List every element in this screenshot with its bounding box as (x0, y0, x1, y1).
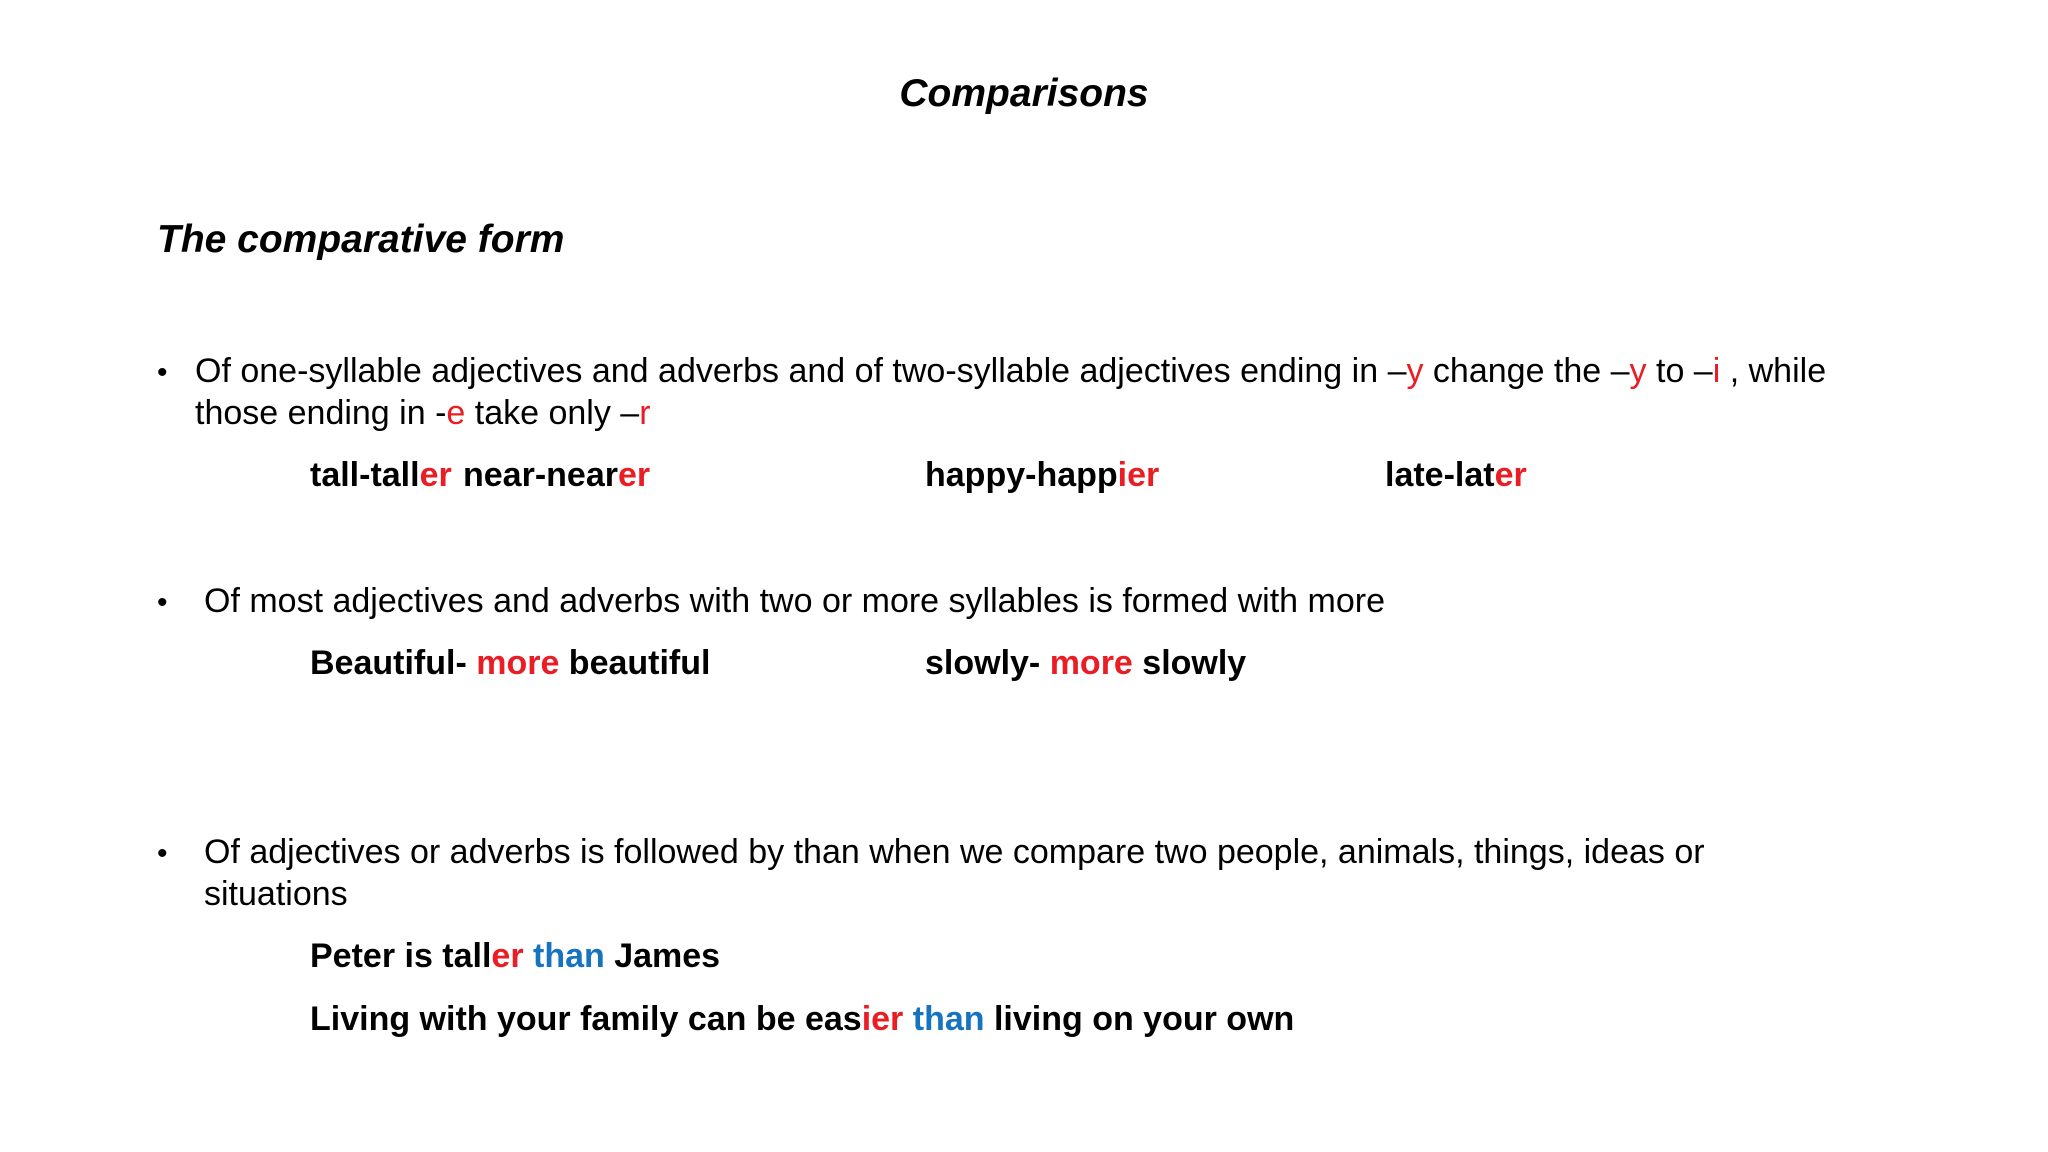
highlight-letter: i (1712, 352, 1721, 390)
highlight-letter: e (446, 394, 466, 432)
text-segment: take only – (465, 394, 640, 432)
example-suffix: er (419, 456, 452, 494)
text-segment: change the – (1423, 352, 1630, 390)
bullet-text-2: Of most adjectives and adverbs with two or more syllables is formed with more (204, 582, 1386, 620)
example-than: than (523, 937, 605, 975)
example-late (1385, 454, 1527, 496)
text-segment: to – (1646, 352, 1713, 390)
example-word: happy-happ (925, 456, 1118, 494)
bullet-text-3: Of adjectives or adverbs is followed by than when we compare two people, animals, things, ideas or situations (204, 833, 1705, 913)
example-more: more (1049, 644, 1133, 682)
example-suffix: ier (861, 1000, 904, 1038)
text-segment: Of one-syllable adjectives and adverbs and of two-syllable adjectives ending in – (195, 352, 1407, 390)
example-suffix: er (491, 937, 524, 975)
example-beautiful (310, 642, 710, 684)
example-word: James (604, 937, 721, 975)
section-heading: The comparative form (157, 218, 565, 261)
example-word: Peter is tall (310, 937, 492, 975)
example-word: beautiful (559, 644, 711, 682)
example-word: living on your own (984, 1000, 1295, 1038)
highlight-letter: r (639, 394, 651, 432)
example-more: more (476, 644, 560, 682)
example-suffix: er (617, 456, 651, 494)
bullet-text-1 (195, 350, 1915, 434)
slide-title: Comparisons (899, 72, 1149, 115)
example-living (310, 998, 1294, 1040)
example-suffix: ier (1117, 456, 1160, 494)
bullet-dot: • (157, 837, 168, 870)
example-word: Living with your family can be eas (310, 1000, 862, 1038)
bullet-dot: • (157, 356, 168, 389)
example-word: Beautiful- (310, 644, 477, 682)
example-happy (925, 454, 1159, 496)
text-segment: , while those ending in - (195, 352, 1827, 432)
example-word: slowly- (925, 644, 1050, 682)
example-suffix: er (1494, 456, 1527, 494)
highlight-letter: y (1406, 352, 1424, 390)
example-near (463, 454, 650, 496)
highlight-letter: y (1629, 352, 1647, 390)
bullet-dot: • (157, 586, 168, 619)
example-word: slowly (1132, 644, 1247, 682)
example-word: near-near (463, 456, 618, 494)
example-word: late-lat (1385, 456, 1495, 494)
example-than: than (903, 1000, 985, 1038)
example-peter (310, 935, 720, 977)
example-tall (310, 454, 452, 496)
example-word: tall-tall (310, 456, 420, 494)
example-slowly (925, 642, 1246, 684)
